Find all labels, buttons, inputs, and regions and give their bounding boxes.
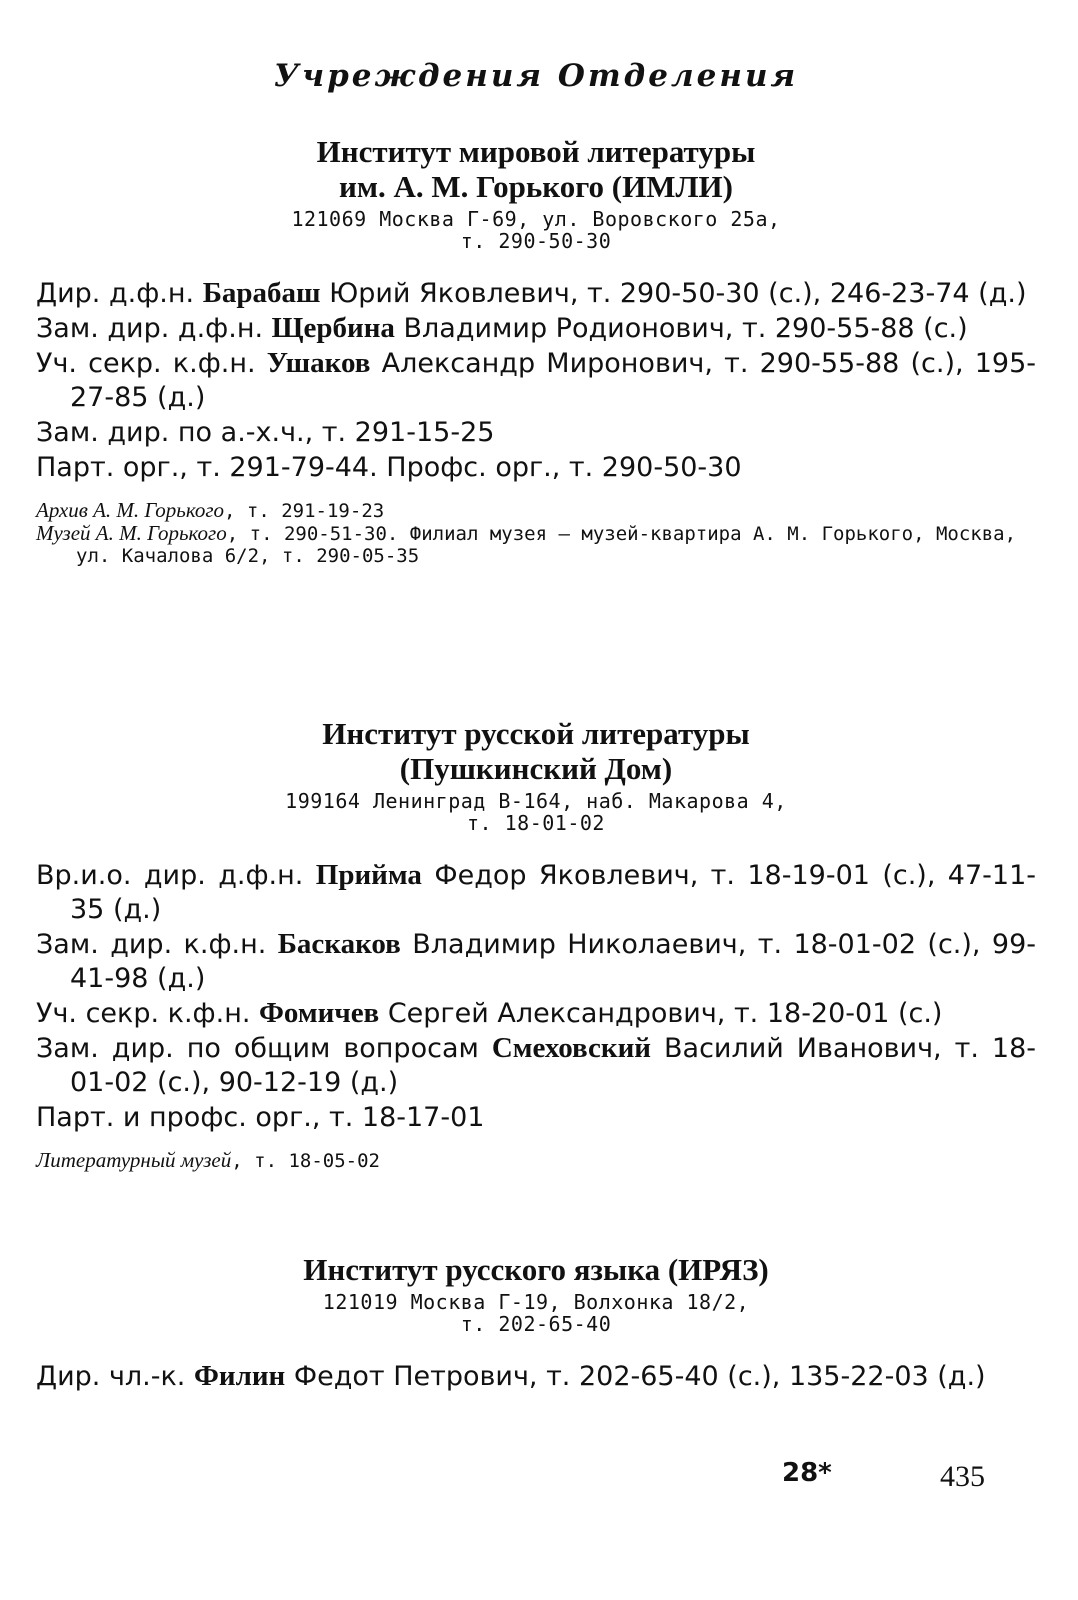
staff-list [36,1359,1036,1394]
staff-surname: Смеховский [491,1032,652,1064]
institute-name-line2: (Пушкинский Дом) [399,751,673,786]
institute-name-line1: Институт русской литературы [322,716,750,751]
document-page [36,0,1036,1600]
institute-iryaz [36,1252,1036,1394]
institute-address-line1: 121069 Москва Г-69, ул. Воровского 25а, [291,207,781,231]
staff-surname: Ушаков [266,347,371,379]
staff-list [36,276,1036,485]
staff-entry: Дир. чл.-к. Филин Федот Петрович, т. 202-65-40 (с.), 135-22-03 (д.) [36,1360,986,1392]
staff-entry: Зам. дир. по а.-х.ч., т. 291-15-25 [36,417,495,448]
institute-imli [36,134,1036,567]
institute-address-line2: т. 290-50-30 [460,229,612,253]
staff-entry: Зам. дир. по общим вопросам Смеховский Василий Иванович, т. 18-01-02 (с.), 90-12-19 (д.) [36,1032,1036,1098]
note-title: Архив А. М. Горького [36,498,225,522]
staff-surname: Прийма [315,859,422,891]
staff-entry: Дир. д.ф.н. Барабаш Юрий Яковлевич, т. 290-50-30 (с.), 246-23-74 (д.) [36,277,1027,309]
note-title: Музей А. М. Горького [36,521,227,545]
institute-address-line2: т. 202-65-40 [460,1312,612,1336]
institute-name-line1: Институт русского языка (ИРЯЗ) [303,1252,769,1287]
staff-surname: Баскаков [277,928,401,960]
note: Архив А. М. Горького, т. 291-19-23 [36,498,385,522]
staff-entry: Зам. дир. д.ф.н. Щербина Владимир Родионович, т. 290-55-88 (с.) [36,312,968,344]
signature-mark: 28* [782,1458,832,1488]
staff-surname: Щербина [271,312,395,344]
staff-surname: Фомичев [259,997,380,1029]
page-number: 435 [940,1460,985,1493]
note-title: Литературный музей [36,1148,232,1172]
institute-name-line1: Институт мировой литературы [316,134,756,169]
notes-list [36,499,1036,567]
staff-entry: Парт. орг., т. 291-79-44. Профс. орг., т. 290-50-30 [36,452,742,483]
institute-pushkin-house [36,716,1036,1172]
staff-list [36,858,1036,1135]
staff-surname: Барабаш [202,277,321,309]
note: Музей А. М. Горького, т. 290-51-30. Филиал музея — музей-квартира А. М. Горького, Москва, ул. Качалова 6/2, т. 290-05-35 [36,521,1017,567]
staff-surname: Филин [193,1360,286,1392]
staff-entry: Зам. дир. к.ф.н. Баскаков Владимир Николаевич, т. 18-01-02 (с.), 99-41-98 (д.) [36,928,1036,994]
staff-entry: Парт. и профс. орг., т. 18-17-01 [36,1102,485,1133]
section-title: Учреждения Отделения [273,58,799,94]
staff-entry: Вр.и.о. дир. д.ф.н. Прийма Федор Яковлевич, т. 18-19-01 (с.), 47-11-35 (д.) [36,859,1037,925]
institute-address-line2: т. 18-01-02 [467,811,605,835]
institute-address-line1: 199164 Ленинград В-164, наб. Макарова 4, [285,789,787,813]
staff-entry: Уч. секр. к.ф.н. Фомичев Сергей Александрович, т. 18-20-01 (с.) [36,997,943,1029]
notes-list [36,1149,1036,1172]
staff-entry: Уч. секр. к.ф.н. Ушаков Александр Миронович, т. 290-55-88 (с.), 195-27-85 (д.) [36,347,1037,413]
institute-name-line2: им. А. М. Горького (ИМЛИ) [339,169,733,204]
institute-address-line1: 121019 Москва Г-19, Волхонка 18/2, [322,1290,750,1314]
note: Литературный музей, т. 18-05-02 [36,1148,380,1172]
